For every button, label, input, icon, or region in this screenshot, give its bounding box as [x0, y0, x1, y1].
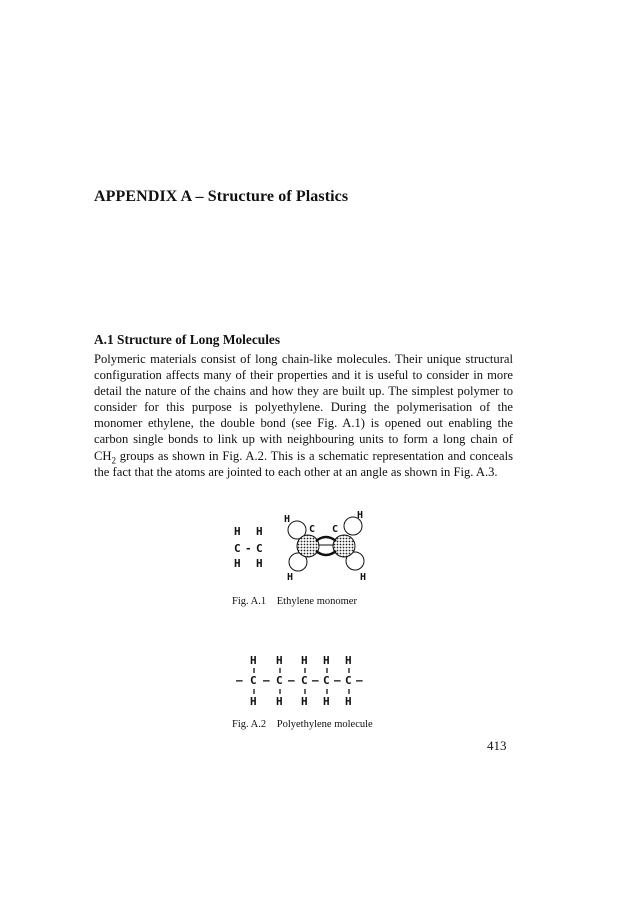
fig-a1-double-bond [316, 537, 336, 541]
fig-a2-c: C [250, 674, 257, 687]
fig-a1-h: H [357, 510, 364, 521]
fig-a1-structural-formula [234, 525, 263, 570]
fig-a1-h: H [234, 525, 241, 538]
fig-a1-h: H [256, 525, 263, 538]
page-number: 413 [487, 738, 507, 753]
fig-a2-bond: – [288, 674, 295, 687]
fig-a2-h: H [345, 695, 352, 708]
fig-a2-bond: – [312, 674, 319, 687]
body-subscript: 2 [111, 455, 116, 466]
fig-a2-h: H [323, 695, 330, 708]
fig-a2-caption-text: Polyethylene molecule [276, 719, 373, 730]
fig-a1-c: C [332, 524, 339, 535]
fig-a1-c: C [309, 524, 316, 535]
fig-a2-h: H [276, 695, 283, 708]
fig-a2-c: C [276, 674, 283, 687]
fig-a2-h: H [250, 654, 257, 667]
fig-a1-c: C [234, 542, 241, 555]
fig-a2-bond: – [236, 674, 243, 687]
fig-a1-h: H [284, 514, 291, 525]
section-heading: A.1 Structure of Long Molecules [94, 332, 281, 347]
fig-a2-h: H [276, 654, 283, 667]
fig-a2-caption-number: Fig. A.2 [232, 719, 267, 730]
fig-a1-h: H [234, 557, 241, 570]
fig-a2-h: H [301, 695, 308, 708]
fig-a1-c: C [256, 542, 263, 555]
fig-a2-h: H [345, 654, 352, 667]
fig-a1-caption-number: Fig. A.1 [232, 596, 267, 607]
fig-a2-c: C [301, 674, 308, 687]
fig-a2-vertical-bonds-top [254, 668, 349, 673]
fig-a2-vertical-bonds-bottom [254, 689, 349, 694]
chapter-title: APPENDIX A – Structure of Plastics [94, 188, 349, 205]
fig-a2-h: H [323, 654, 330, 667]
fig-a1-ball-model [288, 517, 364, 571]
fig-a1-double-bond [316, 551, 336, 555]
fig-a2-bond: – [263, 674, 270, 687]
fig-a2-c: C [345, 674, 352, 687]
fig-a2-chain [236, 654, 363, 708]
fig-a1-h: H [256, 557, 263, 570]
fig-a1-caption [232, 596, 357, 607]
fig-a2-bond: – [356, 674, 363, 687]
fig-a1-carbon-atom [333, 535, 355, 557]
fig-a2-c: C [323, 674, 330, 687]
fig-a1-carbon-atom [297, 535, 319, 557]
fig-a1-bond: - [245, 542, 252, 555]
fig-a1-h: H [360, 572, 367, 583]
fig-a2-h: H [250, 695, 257, 708]
fig-a1-h: H [287, 572, 294, 583]
fig-a2-caption [232, 719, 373, 730]
body-text-part1: Polymeric materials consist of long chain-like molecules. Their unique structural configuration affects many of their properties and it is useful to consider in more detail the nature of the chains and how they are built up. The simplest polymer to consider for this purpose is polyethylene. During the polymerisation of the monomer ethylene, the double bond (see Fig. A.1) is opened out enabling the carbon single bonds to link up with neighbouring units to form a long chain of CH [94, 352, 513, 463]
body-text-part2: groups as shown in Fig. A.2. This is a schematic representation and conceals the fact that the atoms are jointed to each other at an angle as shown in Fig. A.3. [94, 448, 513, 479]
fig-a1-caption-text: Ethylene monomer [276, 596, 357, 607]
fig-a2-h: H [301, 654, 308, 667]
fig-a2-bond: – [334, 674, 341, 687]
